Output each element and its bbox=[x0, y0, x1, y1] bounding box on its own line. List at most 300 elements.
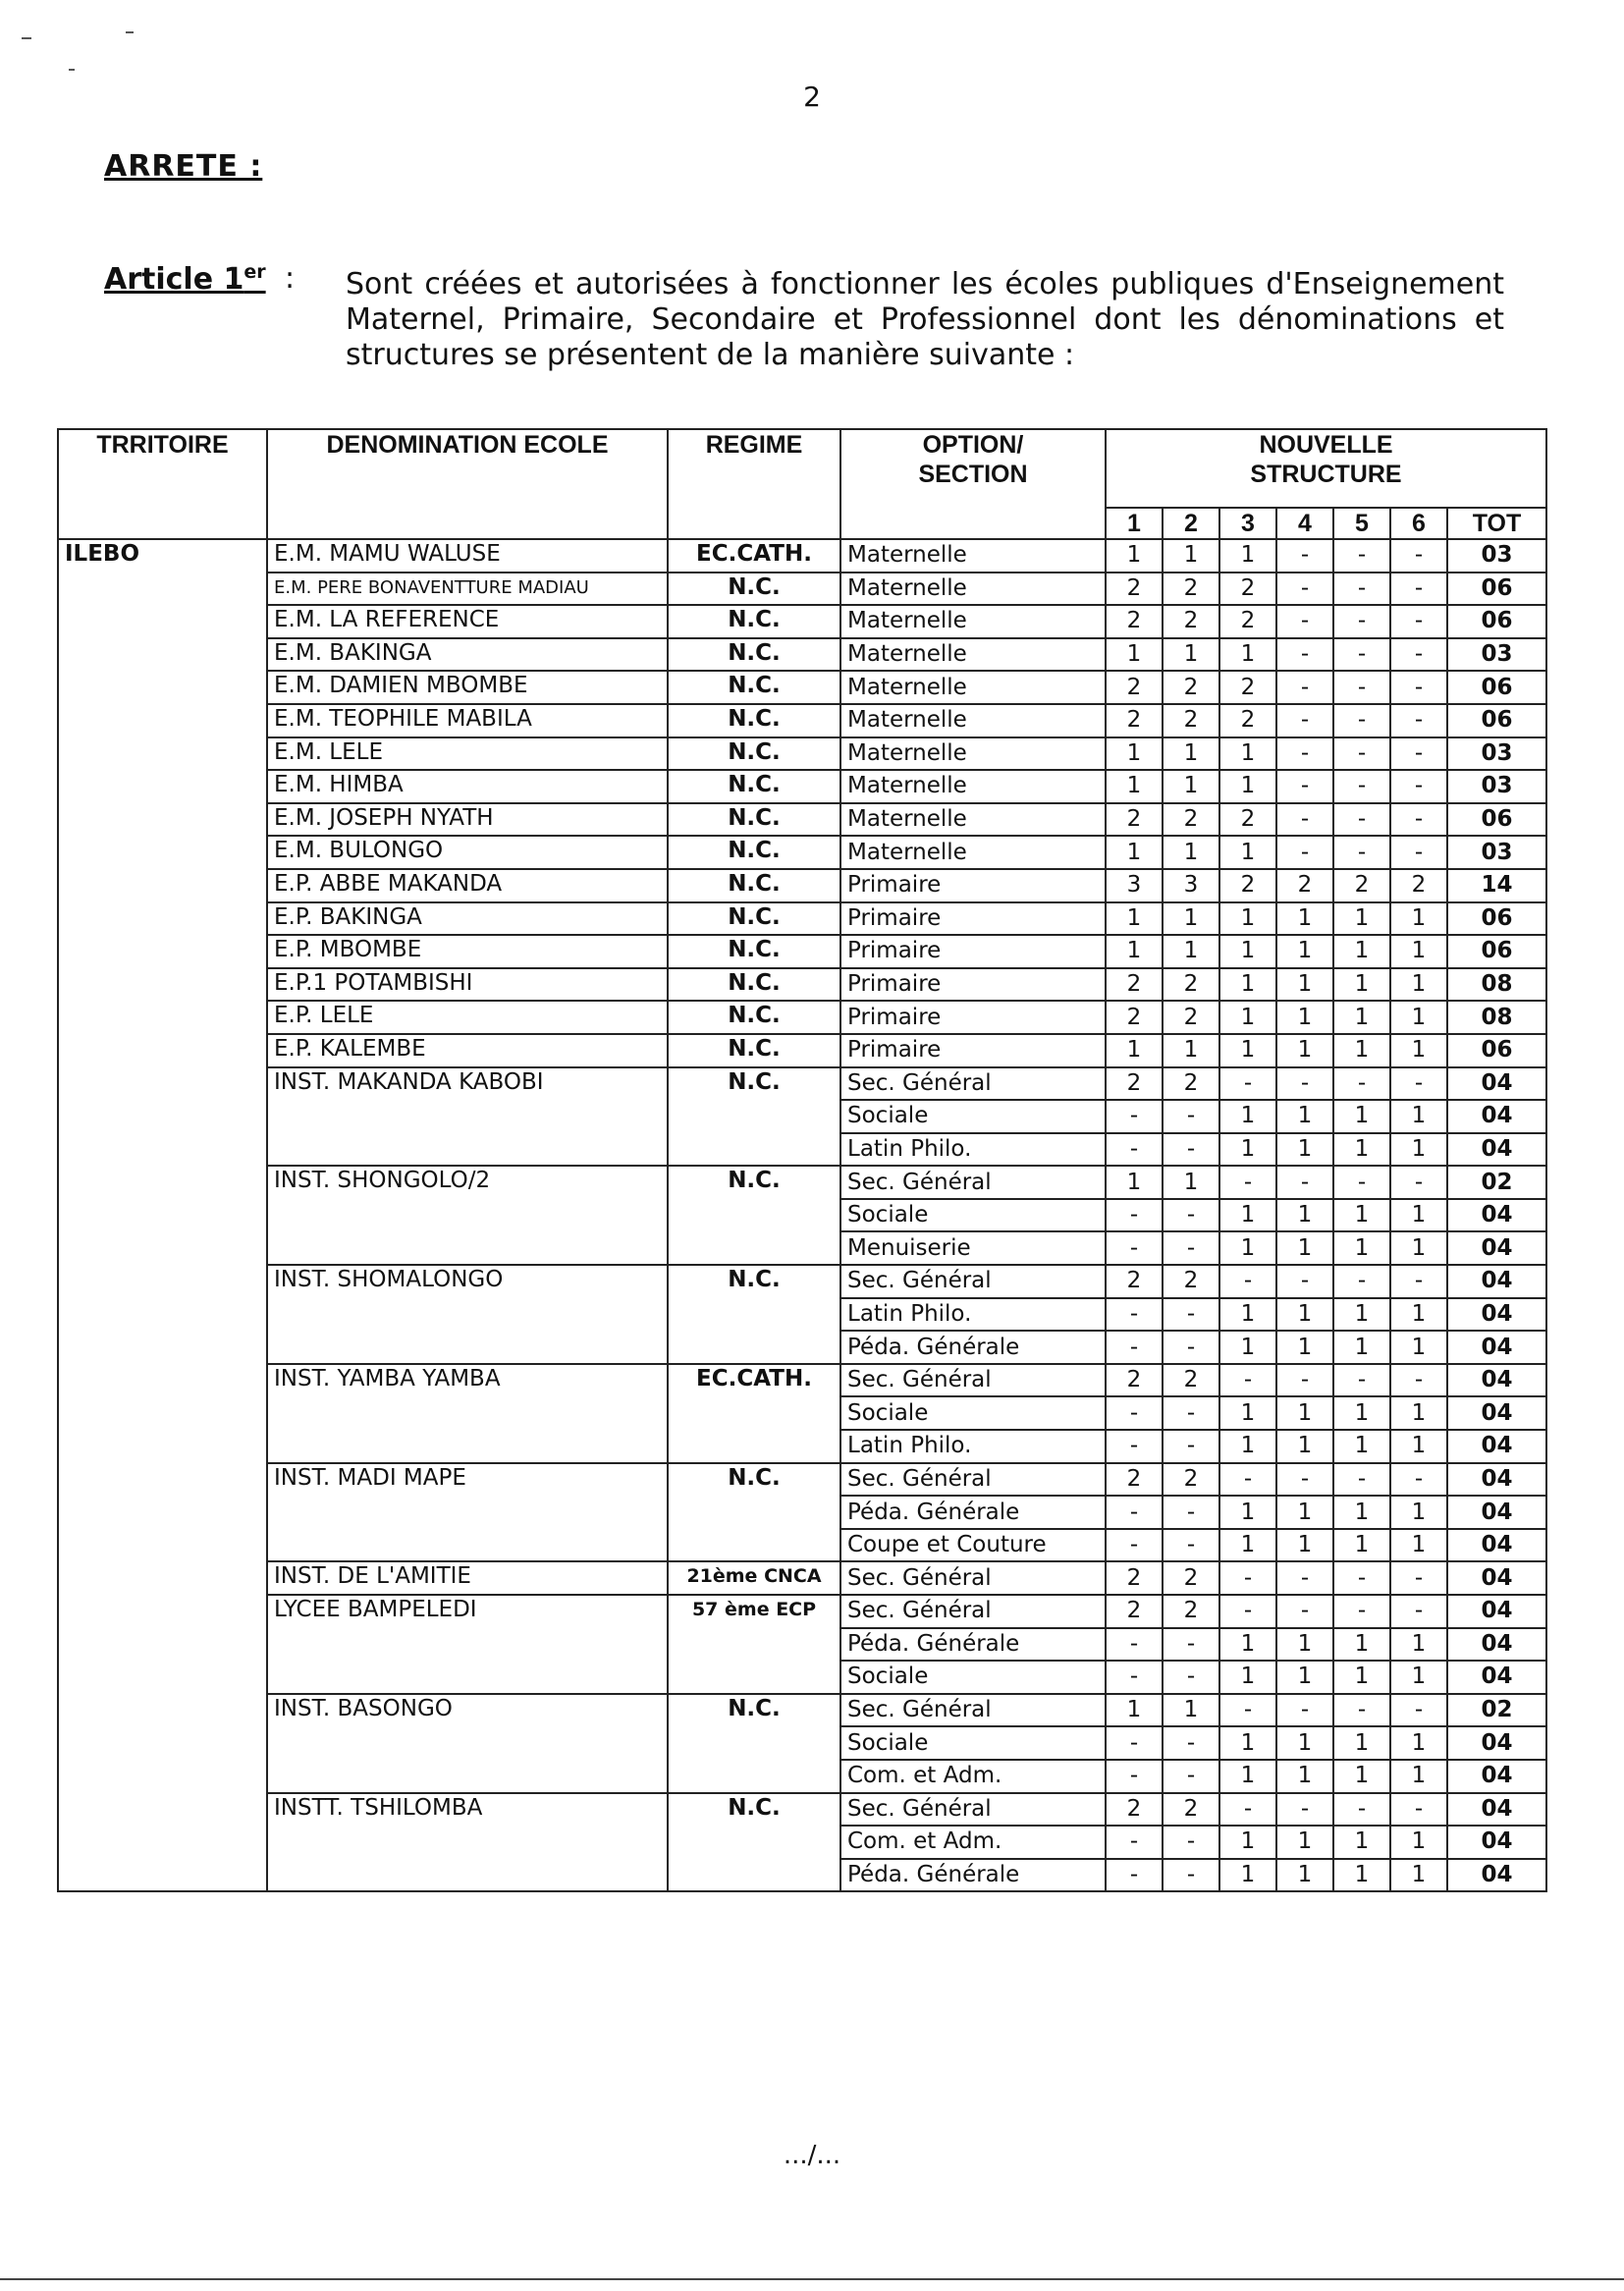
option-cell: Sociale bbox=[840, 1100, 1106, 1133]
structure-value-cell: - bbox=[1163, 1726, 1219, 1760]
regime-cell: N.C. bbox=[668, 803, 840, 837]
total-cell: 04 bbox=[1447, 1100, 1546, 1133]
structure-value-cell: 1 bbox=[1163, 935, 1219, 968]
structure-value-cell: - bbox=[1276, 1067, 1333, 1101]
structure-value-cell: 1 bbox=[1219, 968, 1276, 1002]
structure-value-cell: 1 bbox=[1276, 1760, 1333, 1793]
structure-value-cell: 1 bbox=[1276, 1001, 1333, 1034]
structure-value-cell: 1 bbox=[1390, 902, 1447, 936]
structure-value-cell: 2 bbox=[1163, 1793, 1219, 1827]
table-row bbox=[58, 869, 1546, 902]
structure-value-cell: 2 bbox=[1106, 704, 1163, 737]
structure-value-cell: - bbox=[1163, 1430, 1219, 1463]
option-cell: Primaire bbox=[840, 1034, 1106, 1067]
structure-value-cell: 1 bbox=[1219, 1826, 1276, 1859]
structure-value-cell: 1 bbox=[1163, 1694, 1219, 1727]
regime-cell: N.C. bbox=[668, 1034, 840, 1067]
regime-cell: N.C. bbox=[668, 605, 840, 638]
structure-value-cell: - bbox=[1333, 638, 1390, 672]
structure-value-cell: 1 bbox=[1333, 1430, 1390, 1463]
total-cell: 03 bbox=[1447, 638, 1546, 672]
structure-value-cell: 1 bbox=[1333, 1661, 1390, 1694]
structure-value-cell: 1 bbox=[1390, 1133, 1447, 1167]
structure-value-cell: - bbox=[1390, 1364, 1447, 1397]
option-cell: Maternelle bbox=[840, 573, 1106, 606]
regime-cell: N.C. bbox=[668, 935, 840, 968]
table-row bbox=[58, 605, 1546, 638]
total-cell: 04 bbox=[1447, 1396, 1546, 1430]
structure-value-cell: 1 bbox=[1219, 1100, 1276, 1133]
regime-cell: EC.CATH. bbox=[668, 539, 840, 573]
total-cell: 06 bbox=[1447, 605, 1546, 638]
structure-value-cell: 1 bbox=[1219, 539, 1276, 573]
header-nouvelle-structure: NOUVELLE STRUCTURE bbox=[1106, 429, 1546, 508]
structure-value-cell: 1 bbox=[1333, 1628, 1390, 1662]
structure-value-cell: - bbox=[1333, 1595, 1390, 1628]
structure-value-cell: - bbox=[1390, 671, 1447, 704]
school-name-cell: E.P. ABBE MAKANDA bbox=[267, 869, 668, 902]
structure-value-cell: 1 bbox=[1219, 1760, 1276, 1793]
total-cell: 04 bbox=[1447, 1859, 1546, 1892]
structure-value-cell: - bbox=[1163, 1396, 1219, 1430]
option-cell: Sec. Général bbox=[840, 1793, 1106, 1827]
structure-value-cell: 1 bbox=[1219, 737, 1276, 771]
option-cell: Sec. Général bbox=[840, 1067, 1106, 1101]
structure-value-cell: 1 bbox=[1276, 1231, 1333, 1265]
total-cell: 08 bbox=[1447, 1001, 1546, 1034]
header-col-tot: TOT bbox=[1447, 508, 1546, 539]
school-name-cell: E.M. LA REFERENCE bbox=[267, 605, 668, 638]
structure-value-cell: 1 bbox=[1333, 968, 1390, 1002]
structure-value-cell: 1 bbox=[1163, 737, 1219, 771]
school-name-cell: INST. DE L'AMITIE bbox=[267, 1561, 668, 1595]
structure-value-cell: - bbox=[1106, 1100, 1163, 1133]
structure-value-cell: - bbox=[1333, 1793, 1390, 1827]
total-cell: 04 bbox=[1447, 1595, 1546, 1628]
structure-value-cell: - bbox=[1276, 737, 1333, 771]
structure-value-cell: - bbox=[1276, 1595, 1333, 1628]
structure-value-cell: - bbox=[1106, 1231, 1163, 1265]
structure-value-cell: - bbox=[1390, 770, 1447, 803]
structure-value-cell: - bbox=[1276, 704, 1333, 737]
structure-value-cell: - bbox=[1390, 1067, 1447, 1101]
total-cell: 04 bbox=[1447, 1430, 1546, 1463]
structure-value-cell: - bbox=[1219, 1166, 1276, 1199]
structure-value-cell: 1 bbox=[1219, 1001, 1276, 1034]
option-cell: Sociale bbox=[840, 1199, 1106, 1232]
total-cell: 04 bbox=[1447, 1364, 1546, 1397]
total-cell: 04 bbox=[1447, 1331, 1546, 1364]
table-row bbox=[58, 539, 1546, 573]
total-cell: 06 bbox=[1447, 671, 1546, 704]
option-cell: Péda. Générale bbox=[840, 1331, 1106, 1364]
structure-value-cell: - bbox=[1333, 1561, 1390, 1595]
header-col-6: 6 bbox=[1390, 508, 1447, 539]
structure-value-cell: 1 bbox=[1276, 935, 1333, 968]
total-cell: 04 bbox=[1447, 1067, 1546, 1101]
structure-value-cell: 1 bbox=[1333, 1826, 1390, 1859]
structure-value-cell: 2 bbox=[1163, 671, 1219, 704]
structure-value-cell: 2 bbox=[1276, 869, 1333, 902]
regime-cell: N.C. bbox=[668, 638, 840, 672]
school-name-cell: E.M. LELE bbox=[267, 737, 668, 771]
school-name-cell: E.P. MBOMBE bbox=[267, 935, 668, 968]
structure-value-cell: - bbox=[1390, 803, 1447, 837]
schools-structure-table bbox=[57, 428, 1547, 1892]
structure-value-cell: - bbox=[1390, 573, 1447, 606]
structure-value-cell: - bbox=[1163, 1496, 1219, 1529]
structure-value-cell: - bbox=[1390, 836, 1447, 869]
structure-value-cell: 1 bbox=[1219, 1661, 1276, 1694]
table-row bbox=[58, 902, 1546, 936]
structure-value-cell: - bbox=[1276, 1561, 1333, 1595]
school-name-cell: INST. MADI MAPE bbox=[267, 1463, 668, 1562]
structure-value-cell: 2 bbox=[1163, 1463, 1219, 1497]
total-cell: 06 bbox=[1447, 803, 1546, 837]
header-denomination: DENOMINATION ECOLE bbox=[267, 429, 668, 539]
structure-value-cell: 1 bbox=[1276, 1430, 1333, 1463]
structure-value-cell: 1 bbox=[1219, 1529, 1276, 1562]
structure-value-cell: - bbox=[1333, 737, 1390, 771]
table-row bbox=[58, 704, 1546, 737]
table-row bbox=[58, 1463, 1546, 1497]
structure-value-cell: 1 bbox=[1333, 1529, 1390, 1562]
structure-value-cell: 1 bbox=[1390, 1826, 1447, 1859]
school-name-cell: E.M. PERE BONAVENTTURE MADIAU bbox=[267, 573, 668, 606]
option-cell: Sec. Général bbox=[840, 1561, 1106, 1595]
structure-value-cell: 1 bbox=[1276, 1298, 1333, 1332]
structure-value-cell: 1 bbox=[1390, 1331, 1447, 1364]
structure-value-cell: 1 bbox=[1219, 1298, 1276, 1332]
total-cell: 08 bbox=[1447, 968, 1546, 1002]
school-name-cell: E.P. KALEMBE bbox=[267, 1034, 668, 1067]
structure-value-cell: 2 bbox=[1163, 1001, 1219, 1034]
structure-value-cell: 1 bbox=[1333, 1760, 1390, 1793]
structure-value-cell: - bbox=[1333, 770, 1390, 803]
table-row bbox=[58, 1166, 1546, 1199]
structure-value-cell: - bbox=[1106, 1396, 1163, 1430]
school-name-cell: E.P. LELE bbox=[267, 1001, 668, 1034]
option-cell: Maternelle bbox=[840, 803, 1106, 837]
structure-value-cell: 2 bbox=[1219, 573, 1276, 606]
option-cell: Coupe et Couture bbox=[840, 1529, 1106, 1562]
structure-value-cell: 1 bbox=[1163, 902, 1219, 936]
table-row bbox=[58, 1067, 1546, 1101]
structure-value-cell: 1 bbox=[1390, 1396, 1447, 1430]
structure-value-cell: 1 bbox=[1163, 638, 1219, 672]
structure-value-cell: - bbox=[1333, 836, 1390, 869]
total-cell: 04 bbox=[1447, 1661, 1546, 1694]
structure-value-cell: 1 bbox=[1390, 1034, 1447, 1067]
total-cell: 06 bbox=[1447, 704, 1546, 737]
total-cell: 04 bbox=[1447, 1561, 1546, 1595]
structure-value-cell: 1 bbox=[1333, 1859, 1390, 1892]
total-cell: 04 bbox=[1447, 1760, 1546, 1793]
structure-value-cell: - bbox=[1106, 1859, 1163, 1892]
option-cell: Sec. Général bbox=[840, 1265, 1106, 1298]
structure-value-cell: 1 bbox=[1106, 1694, 1163, 1727]
structure-value-cell: - bbox=[1333, 803, 1390, 837]
table-row bbox=[58, 968, 1546, 1002]
option-cell: Primaire bbox=[840, 869, 1106, 902]
total-cell: 03 bbox=[1447, 737, 1546, 771]
structure-value-cell: - bbox=[1276, 1166, 1333, 1199]
structure-value-cell: 1 bbox=[1333, 1231, 1390, 1265]
structure-value-cell: 2 bbox=[1163, 1067, 1219, 1101]
structure-value-cell: - bbox=[1333, 1364, 1390, 1397]
structure-value-cell: 1 bbox=[1390, 1298, 1447, 1332]
structure-value-cell: - bbox=[1106, 1133, 1163, 1167]
structure-value-cell: - bbox=[1106, 1760, 1163, 1793]
total-cell: 02 bbox=[1447, 1694, 1546, 1727]
structure-value-cell: 1 bbox=[1390, 1661, 1447, 1694]
structure-value-cell: 1 bbox=[1333, 1726, 1390, 1760]
structure-value-cell: - bbox=[1333, 539, 1390, 573]
structure-value-cell: 1 bbox=[1219, 1133, 1276, 1167]
regime-cell: N.C. bbox=[668, 1463, 840, 1562]
header-col-5: 5 bbox=[1333, 508, 1390, 539]
total-cell: 04 bbox=[1447, 1265, 1546, 1298]
table-row bbox=[58, 1694, 1546, 1727]
structure-value-cell: 1 bbox=[1333, 1298, 1390, 1332]
structure-value-cell: 1 bbox=[1390, 1628, 1447, 1662]
structure-value-cell: 1 bbox=[1106, 902, 1163, 936]
structure-value-cell: 1 bbox=[1276, 1199, 1333, 1232]
option-cell: Sociale bbox=[840, 1661, 1106, 1694]
option-cell: Primaire bbox=[840, 1001, 1106, 1034]
structure-value-cell: 2 bbox=[1106, 1595, 1163, 1628]
structure-value-cell: 1 bbox=[1333, 1199, 1390, 1232]
continuation-mark: .../... bbox=[783, 2141, 841, 2170]
structure-value-cell: - bbox=[1106, 1298, 1163, 1332]
structure-value-cell: 1 bbox=[1276, 1529, 1333, 1562]
regime-cell: N.C. bbox=[668, 1166, 840, 1265]
structure-value-cell: - bbox=[1390, 1694, 1447, 1727]
option-cell: Latin Philo. bbox=[840, 1298, 1106, 1332]
structure-value-cell: - bbox=[1276, 1265, 1333, 1298]
total-cell: 04 bbox=[1447, 1231, 1546, 1265]
regime-cell: N.C. bbox=[668, 1694, 840, 1793]
structure-value-cell: - bbox=[1333, 1166, 1390, 1199]
structure-value-cell: - bbox=[1333, 573, 1390, 606]
option-cell: Sec. Général bbox=[840, 1364, 1106, 1397]
structure-value-cell: 2 bbox=[1106, 573, 1163, 606]
structure-value-cell: 3 bbox=[1163, 869, 1219, 902]
option-cell: Latin Philo. bbox=[840, 1133, 1106, 1167]
structure-value-cell: - bbox=[1276, 638, 1333, 672]
total-cell: 06 bbox=[1447, 573, 1546, 606]
option-cell: Sociale bbox=[840, 1726, 1106, 1760]
structure-value-cell: 2 bbox=[1106, 1364, 1163, 1397]
structure-value-cell: 2 bbox=[1163, 803, 1219, 837]
structure-value-cell: 1 bbox=[1390, 1859, 1447, 1892]
option-cell: Primaire bbox=[840, 902, 1106, 936]
table-body bbox=[58, 539, 1546, 1891]
bottom-rule bbox=[0, 2278, 1624, 2280]
structure-value-cell: 1 bbox=[1219, 1726, 1276, 1760]
structure-value-cell: 2 bbox=[1163, 573, 1219, 606]
structure-value-cell: - bbox=[1106, 1331, 1163, 1364]
structure-value-cell: - bbox=[1219, 1561, 1276, 1595]
structure-value-cell: - bbox=[1333, 605, 1390, 638]
structure-value-cell: 2 bbox=[1106, 1067, 1163, 1101]
structure-value-cell: 1 bbox=[1276, 1726, 1333, 1760]
structure-value-cell: - bbox=[1219, 1364, 1276, 1397]
structure-value-cell: 2 bbox=[1219, 671, 1276, 704]
regime-cell: N.C. bbox=[668, 968, 840, 1002]
table-row bbox=[58, 836, 1546, 869]
structure-value-cell: - bbox=[1390, 737, 1447, 771]
option-cell: Primaire bbox=[840, 935, 1106, 968]
total-cell: 04 bbox=[1447, 1628, 1546, 1662]
regime-cell: N.C. bbox=[668, 869, 840, 902]
table-row bbox=[58, 638, 1546, 672]
regime-cell: N.C. bbox=[668, 836, 840, 869]
school-name-cell: LYCEE BAMPELEDI bbox=[267, 1595, 668, 1694]
structure-value-cell: 1 bbox=[1276, 1396, 1333, 1430]
structure-value-cell: - bbox=[1333, 704, 1390, 737]
structure-value-cell: - bbox=[1163, 1529, 1219, 1562]
scan-mark bbox=[69, 69, 75, 71]
table-row bbox=[58, 671, 1546, 704]
structure-value-cell: 1 bbox=[1276, 1661, 1333, 1694]
structure-value-cell: - bbox=[1276, 1463, 1333, 1497]
structure-value-cell: - bbox=[1219, 1595, 1276, 1628]
school-name-cell: E.P. BAKINGA bbox=[267, 902, 668, 936]
structure-value-cell: 2 bbox=[1106, 1561, 1163, 1595]
structure-value-cell: 1 bbox=[1276, 1496, 1333, 1529]
school-name-cell: INST. SHONGOLO/2 bbox=[267, 1166, 668, 1265]
structure-value-cell: 1 bbox=[1219, 1331, 1276, 1364]
table-row bbox=[58, 803, 1546, 837]
structure-value-cell: 2 bbox=[1390, 869, 1447, 902]
total-cell: 04 bbox=[1447, 1826, 1546, 1859]
option-cell: Péda. Générale bbox=[840, 1496, 1106, 1529]
school-name-cell: E.M. BULONGO bbox=[267, 836, 668, 869]
structure-value-cell: 2 bbox=[1163, 1265, 1219, 1298]
option-cell: Péda. Générale bbox=[840, 1628, 1106, 1662]
structure-value-cell: 1 bbox=[1106, 1166, 1163, 1199]
structure-value-cell: - bbox=[1219, 1067, 1276, 1101]
regime-cell: N.C. bbox=[668, 1001, 840, 1034]
structure-value-cell: - bbox=[1333, 1067, 1390, 1101]
school-name-cell: INST. BASONGO bbox=[267, 1694, 668, 1793]
structure-value-cell: - bbox=[1106, 1199, 1163, 1232]
structure-value-cell: - bbox=[1163, 1661, 1219, 1694]
total-cell: 04 bbox=[1447, 1529, 1546, 1562]
structure-value-cell: 2 bbox=[1106, 1001, 1163, 1034]
structure-value-cell: 1 bbox=[1390, 935, 1447, 968]
total-cell: 06 bbox=[1447, 1034, 1546, 1067]
total-cell: 04 bbox=[1447, 1463, 1546, 1497]
school-name-cell: INSTT. TSHILOMBA bbox=[267, 1793, 668, 1892]
structure-value-cell: - bbox=[1276, 803, 1333, 837]
header-territoire: TRRITOIRE bbox=[58, 429, 267, 539]
structure-value-cell: 1 bbox=[1219, 836, 1276, 869]
article-label-text: Article 1 bbox=[104, 262, 244, 297]
school-name-cell: E.P.1 POTAMBISHI bbox=[267, 968, 668, 1002]
structure-value-cell: 1 bbox=[1219, 1396, 1276, 1430]
structure-value-cell: 1 bbox=[1219, 770, 1276, 803]
structure-value-cell: - bbox=[1163, 1331, 1219, 1364]
option-cell: Maternelle bbox=[840, 836, 1106, 869]
option-cell: Maternelle bbox=[840, 539, 1106, 573]
structure-value-cell: 1 bbox=[1390, 1496, 1447, 1529]
structure-value-cell: 1 bbox=[1276, 1826, 1333, 1859]
structure-value-cell: - bbox=[1106, 1726, 1163, 1760]
option-cell: Sec. Général bbox=[840, 1694, 1106, 1727]
regime-cell: N.C. bbox=[668, 671, 840, 704]
structure-value-cell: - bbox=[1390, 1595, 1447, 1628]
option-cell: Sec. Général bbox=[840, 1166, 1106, 1199]
regime-cell: N.C. bbox=[668, 704, 840, 737]
structure-value-cell: - bbox=[1276, 770, 1333, 803]
option-cell: Maternelle bbox=[840, 605, 1106, 638]
total-cell: 04 bbox=[1447, 1496, 1546, 1529]
school-name-cell: E.M. TEOPHILE MABILA bbox=[267, 704, 668, 737]
structure-value-cell: 1 bbox=[1219, 935, 1276, 968]
header-regime: REGIME bbox=[668, 429, 840, 539]
structure-value-cell: - bbox=[1106, 1430, 1163, 1463]
structure-value-cell: 1 bbox=[1106, 836, 1163, 869]
structure-value-cell: 1 bbox=[1333, 1001, 1390, 1034]
page-number: 2 bbox=[803, 81, 821, 113]
structure-value-cell: - bbox=[1390, 1265, 1447, 1298]
structure-value-cell: 2 bbox=[1106, 1793, 1163, 1827]
regime-cell: N.C. bbox=[668, 1067, 840, 1167]
school-name-cell: E.M. DAMIEN MBOMBE bbox=[267, 671, 668, 704]
option-cell: Maternelle bbox=[840, 671, 1106, 704]
structure-value-cell: - bbox=[1163, 1298, 1219, 1332]
table-row bbox=[58, 1001, 1546, 1034]
regime-cell: EC.CATH. bbox=[668, 1364, 840, 1463]
structure-value-cell: 1 bbox=[1276, 1133, 1333, 1167]
structure-value-cell: 2 bbox=[1106, 803, 1163, 837]
option-cell: Maternelle bbox=[840, 770, 1106, 803]
structure-value-cell: - bbox=[1333, 1463, 1390, 1497]
table-row bbox=[58, 1561, 1546, 1595]
option-cell: Latin Philo. bbox=[840, 1430, 1106, 1463]
structure-value-cell: 2 bbox=[1163, 968, 1219, 1002]
structure-value-cell: 1 bbox=[1390, 1430, 1447, 1463]
regime-cell: N.C. bbox=[668, 737, 840, 771]
structure-value-cell: - bbox=[1106, 1496, 1163, 1529]
structure-value-cell: 2 bbox=[1106, 968, 1163, 1002]
structure-value-cell: 2 bbox=[1106, 605, 1163, 638]
structure-value-cell: - bbox=[1390, 1561, 1447, 1595]
structure-value-cell: 1 bbox=[1219, 1628, 1276, 1662]
table-row bbox=[58, 573, 1546, 606]
total-cell: 03 bbox=[1447, 770, 1546, 803]
structure-value-cell: - bbox=[1276, 573, 1333, 606]
structure-value-cell: 1 bbox=[1163, 836, 1219, 869]
total-cell: 14 bbox=[1447, 869, 1546, 902]
regime-cell: N.C. bbox=[668, 573, 840, 606]
structure-value-cell: 2 bbox=[1219, 803, 1276, 837]
structure-value-cell: 1 bbox=[1106, 1034, 1163, 1067]
option-cell: Maternelle bbox=[840, 638, 1106, 672]
structure-value-cell: - bbox=[1276, 1793, 1333, 1827]
structure-value-cell: - bbox=[1276, 836, 1333, 869]
option-cell: Sociale bbox=[840, 1396, 1106, 1430]
table-row bbox=[58, 737, 1546, 771]
option-cell: Maternelle bbox=[840, 737, 1106, 771]
structure-value-cell: - bbox=[1333, 1265, 1390, 1298]
structure-value-cell: 1 bbox=[1333, 1100, 1390, 1133]
arrete-heading: ARRETE : bbox=[104, 149, 263, 184]
structure-value-cell: - bbox=[1163, 1231, 1219, 1265]
total-cell: 06 bbox=[1447, 902, 1546, 936]
